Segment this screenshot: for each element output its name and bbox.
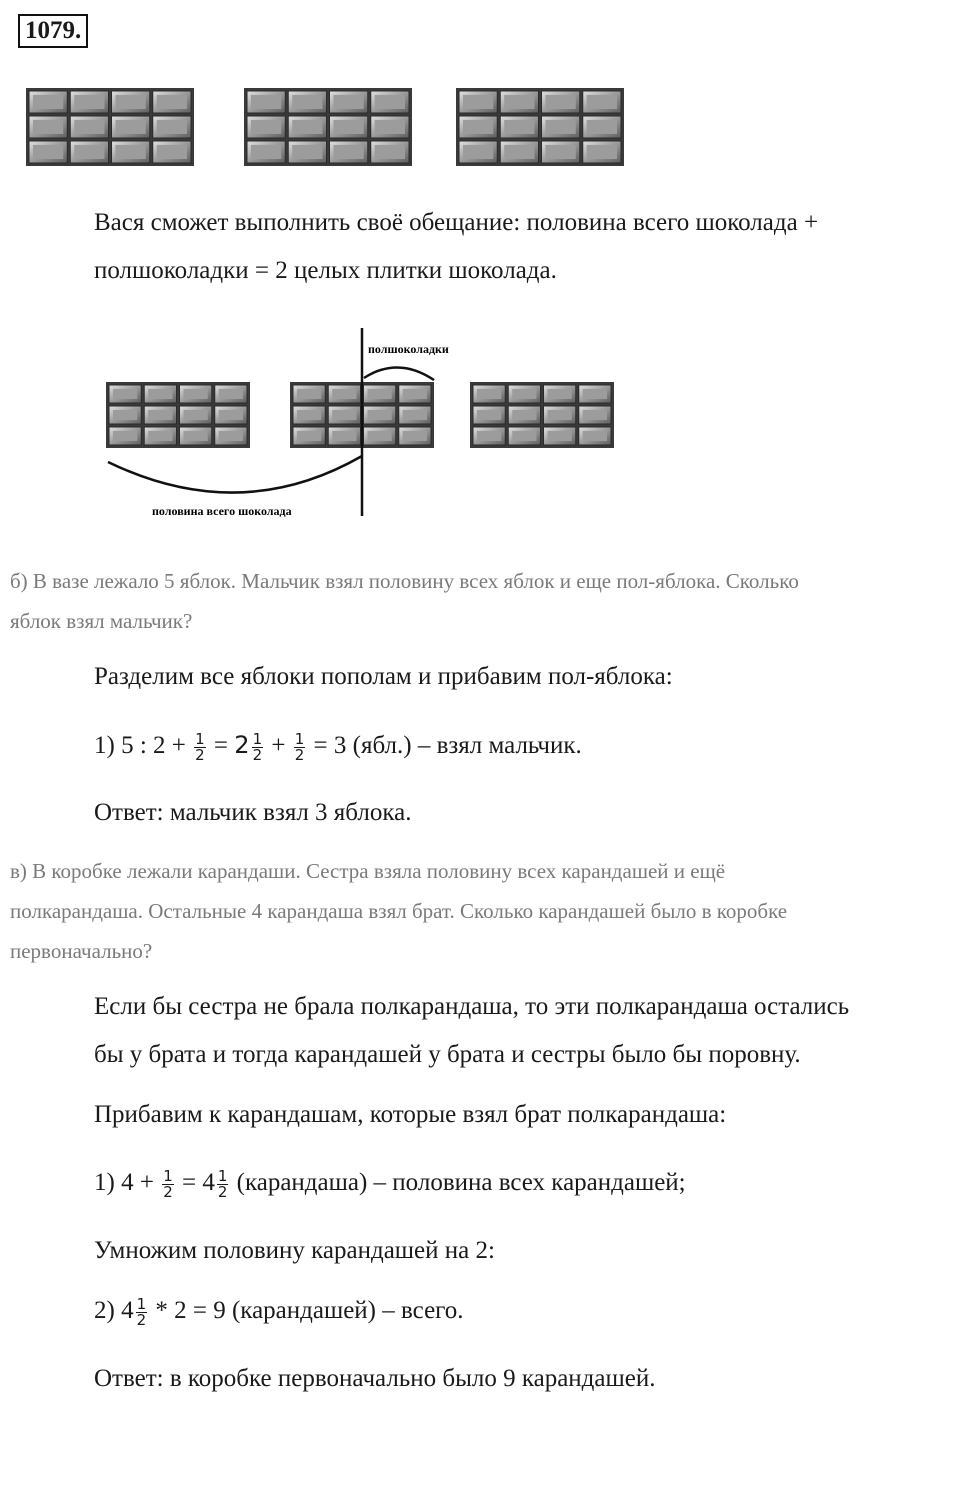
chocolate-tile-face xyxy=(74,95,104,109)
sol-b-answer: Ответ: мальчик взял 3 яблока. xyxy=(94,799,412,826)
chocolate-tile-face xyxy=(332,431,356,441)
chocolate-bars-top xyxy=(24,86,634,170)
chocolate-tile-face xyxy=(116,120,146,134)
chocolate-tile-face xyxy=(33,120,63,134)
chocolate-tile-face xyxy=(375,95,405,109)
chocolate-bar-icon xyxy=(106,382,250,448)
chocolate-tile-face xyxy=(368,389,392,399)
chocolate-tile-face xyxy=(548,410,572,420)
chocolate-tile-face xyxy=(251,120,281,134)
fraction: $\frac{1}{2}$ xyxy=(294,729,305,764)
chocolate-tile-face xyxy=(583,410,607,420)
question-c-line-3: первоначально? xyxy=(10,939,153,963)
para-a-line-1: Вася сможет выполнить своё обещание: половина всего шоколада + xyxy=(94,209,819,236)
chocolate-tile-face xyxy=(157,120,187,134)
question-c-line-1: в) В коробке лежали карандаши. Сестра взяла половину всех карандашей и ещё xyxy=(10,859,726,883)
chocolate-tile-face xyxy=(74,120,104,134)
sol-c-line-4: Умножим половину карандашей на 2: xyxy=(94,1237,495,1264)
chocolate-tile-face xyxy=(116,145,146,159)
chocolate-bar-icon xyxy=(26,88,194,166)
chocolate-tile-face xyxy=(463,95,493,109)
half-chocolate-diagram xyxy=(100,320,630,520)
chocolate-tile-face xyxy=(157,145,187,159)
chocolate-tile-face xyxy=(113,389,137,399)
chocolate-tile-face xyxy=(504,120,534,134)
chocolate-tile-face xyxy=(403,410,427,420)
sol-b-step1: 1) 5 : 2 + $\frac{1}{2}$ = 2 $\frac{1}{2}$ + $\frac{1}{2}$ = 3 (ябл.) – взял мальчик. xyxy=(94,729,582,764)
fraction: $\frac{1}{2}$ xyxy=(217,1166,228,1201)
sol-c-step2: 2) 4 $\frac{1}{2}$ * 2 = 9 (карандашей) – всего. xyxy=(94,1294,464,1329)
chocolate-tile-face xyxy=(368,431,392,441)
chocolate-tile-face xyxy=(157,95,187,109)
question-b-line-2: яблок взял мальчик? xyxy=(10,609,193,633)
chocolate-tile-face xyxy=(546,120,576,134)
chocolate-tile-face xyxy=(148,431,172,441)
chocolate-tile-face xyxy=(587,120,617,134)
half-all-arc xyxy=(108,456,362,493)
chocolate-tile-face xyxy=(332,389,356,399)
chocolate-tile-face xyxy=(297,431,321,441)
chocolate-tile-face xyxy=(332,410,356,420)
sol-c-line-3: Прибавим к карандашам, которые взял брат полкарандаша: xyxy=(94,1101,727,1128)
question-b-line-1: б) В вазе лежало 5 яблок. Мальчик взял половину всех яблок и еще пол-яблока. Сколько xyxy=(10,569,799,593)
chocolate-tile-face xyxy=(184,431,208,441)
chocolate-tile-face xyxy=(297,410,321,420)
label-half-all: половина всего шоколада xyxy=(152,504,292,518)
chocolate-tile-face xyxy=(375,145,405,159)
question-c-line-2: полкарандаша. Остальные 4 карандаша взял брат. Сколько карандашей было в коробке xyxy=(10,899,788,923)
chocolate-tile-face xyxy=(512,389,536,399)
chocolate-tile-face xyxy=(292,145,322,159)
chocolate-bar-icon xyxy=(470,382,614,448)
chocolate-tile-face xyxy=(504,95,534,109)
chocolate-tile-face xyxy=(512,431,536,441)
problem-number: 1079. xyxy=(18,14,88,48)
sol-b-intro: Разделим все яблоки пополам и прибавим пол-яблока: xyxy=(94,663,673,690)
sol-c-step1: 1) 4 + $\frac{1}{2}$ = 4 $\frac{1}{2}$ (карандаша) – половина всех карандашей; xyxy=(94,1166,686,1201)
chocolate-tile-face xyxy=(116,95,146,109)
chocolate-tile-face xyxy=(463,145,493,159)
label-half-bar: полшоколадки xyxy=(368,342,449,356)
chocolate-tile-face xyxy=(583,389,607,399)
chocolate-tile-face xyxy=(113,431,137,441)
chocolate-tile-face xyxy=(113,410,137,420)
chocolate-tile-face xyxy=(477,389,501,399)
sol-c-answer: Ответ: в коробке первоначально было 9 карандашей. xyxy=(94,1365,656,1392)
fraction: $\frac{1}{2}$ xyxy=(163,1166,173,1201)
chocolate-tile-face xyxy=(403,389,427,399)
chocolate-tile-face xyxy=(297,389,321,399)
chocolate-tile-face xyxy=(504,145,534,159)
chocolate-tile-face xyxy=(292,120,322,134)
chocolate-tile-face xyxy=(292,95,322,109)
chocolate-tile-face xyxy=(334,95,364,109)
chocolate-tile-face xyxy=(548,389,572,399)
fraction: $\frac{1}{2}$ xyxy=(136,1294,147,1329)
chocolate-tile-face xyxy=(219,431,243,441)
chocolate-tile-face xyxy=(477,410,501,420)
chocolate-tile-face xyxy=(548,431,572,441)
chocolate-tile-face xyxy=(184,410,208,420)
chocolate-tile-face xyxy=(33,145,63,159)
chocolate-tile-face xyxy=(251,95,281,109)
chocolate-tile-face xyxy=(403,431,427,441)
sol-c-line-2: бы у брата и тогда карандашей у брата и сестры было бы поровну. xyxy=(94,1041,801,1068)
fraction: $\frac{1}{2}$ xyxy=(252,729,263,764)
chocolate-tile-face xyxy=(148,389,172,399)
para-a-line-2: полшоколадки = 2 целых плитки шоколада. xyxy=(94,257,557,284)
half-bar-arc xyxy=(364,367,434,380)
chocolate-tile-face xyxy=(375,120,405,134)
chocolate-tile-face xyxy=(587,95,617,109)
chocolate-tile-face xyxy=(219,410,243,420)
chocolate-tile-face xyxy=(219,389,243,399)
chocolate-tile-face xyxy=(184,389,208,399)
chocolate-tile-face xyxy=(512,410,536,420)
chocolate-tile-face xyxy=(251,145,281,159)
chocolate-tile-face xyxy=(583,431,607,441)
chocolate-tile-face xyxy=(148,410,172,420)
chocolate-tile-face xyxy=(33,95,63,109)
chocolate-tile-face xyxy=(334,120,364,134)
chocolate-tile-face xyxy=(587,145,617,159)
chocolate-tile-face xyxy=(546,95,576,109)
chocolate-tile-face xyxy=(74,145,104,159)
chocolate-tile-face xyxy=(463,120,493,134)
chocolate-tile-face xyxy=(368,410,392,420)
chocolate-tile-face xyxy=(477,431,501,441)
chocolate-bar-icon xyxy=(244,88,412,166)
chocolate-tile-face xyxy=(334,145,364,159)
fraction: $\frac{1}{2}$ xyxy=(195,729,205,764)
sol-c-line-1: Если бы сестра не брала полкарандаша, то эти полкарандаша остались xyxy=(94,993,850,1020)
chocolate-tile-face xyxy=(546,145,576,159)
chocolate-bar-icon xyxy=(456,88,624,166)
